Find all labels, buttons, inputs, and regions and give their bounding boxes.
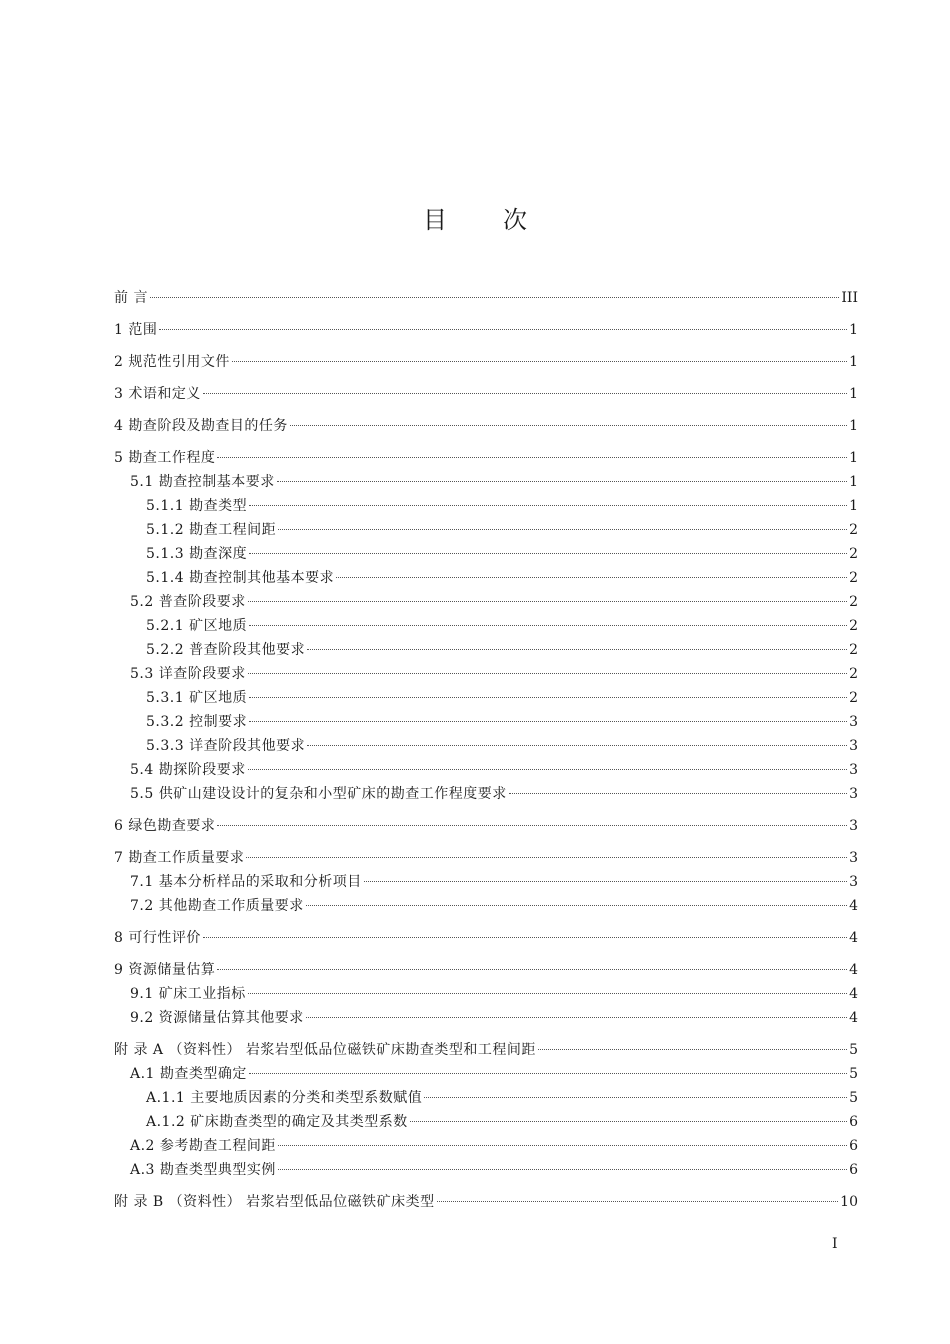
dot-leader [290, 424, 847, 426]
dot-leader [278, 528, 847, 530]
toc-label: A.1.2 矿床勘查类型的确定及其类型系数 [146, 1114, 408, 1130]
toc-entry-5-2-2[interactable] [146, 638, 858, 662]
dot-leader [437, 1200, 839, 1202]
dot-leader [249, 696, 847, 698]
toc-label: 5.2.1 矿区地质 [146, 618, 248, 634]
toc-label: A.1.1 主要地质因素的分类和类型系数赋值 [146, 1090, 423, 1106]
toc-page: 2 [849, 690, 858, 706]
dot-leader [424, 1096, 847, 1098]
toc-page: 2 [849, 642, 858, 658]
toc-entry-7-1[interactable] [130, 870, 858, 894]
dot-leader [410, 1120, 847, 1122]
toc-page: 3 [849, 762, 858, 778]
toc-entry-5-5[interactable] [130, 782, 858, 806]
toc-label: 7 勘查工作质量要求 [114, 850, 245, 866]
toc-entry-8[interactable] [114, 926, 858, 950]
toc-page: III [841, 290, 858, 306]
toc-page: 2 [849, 594, 858, 610]
toc-entry-5-3-2[interactable] [146, 710, 858, 734]
toc-label: 9.2 资源储量估算其他要求 [130, 1010, 304, 1026]
toc-page: 10 [840, 1194, 858, 1210]
dot-leader [150, 296, 839, 298]
toc-entry-appendix-b[interactable] [114, 1190, 858, 1214]
toc-entry-4[interactable] [114, 414, 858, 438]
toc-entry-9[interactable] [114, 958, 858, 982]
toc-label: 5.1.1 勘查类型 [146, 498, 248, 514]
toc-label: 1 范围 [114, 322, 158, 338]
toc-page: 3 [849, 786, 858, 802]
toc-label: 5.4 勘探阶段要求 [130, 762, 246, 778]
toc-entry-foreword[interactable] [114, 286, 858, 310]
toc-label: 5 勘查工作程度 [114, 450, 216, 466]
toc-label: A.1 勘查类型确定 [130, 1066, 247, 1082]
toc-entry-3[interactable] [114, 382, 858, 406]
toc-entry-5-1[interactable] [130, 470, 858, 494]
toc-label: 2 规范性引用文件 [114, 354, 230, 370]
dot-leader [232, 360, 847, 362]
toc-label: 5.1.3 勘查深度 [146, 546, 248, 562]
dot-leader [538, 1048, 847, 1050]
toc-entry-a-1-2[interactable] [146, 1110, 858, 1134]
toc-page: 1 [849, 354, 858, 370]
dot-leader [336, 576, 847, 578]
toc-entry-5-1-1[interactable] [146, 494, 858, 518]
dot-leader [509, 792, 847, 794]
toc-page: 5 [849, 1066, 858, 1082]
dot-leader [248, 992, 847, 994]
dot-leader [278, 1168, 847, 1170]
dot-leader [159, 328, 847, 330]
toc-label: 7.1 基本分析样品的采取和分析项目 [130, 874, 362, 890]
dot-leader [217, 824, 847, 826]
toc-label: 9 资源储量估算 [114, 962, 216, 978]
toc-label: 附 录 B （资料性） 岩浆岩型低品位磁铁矿床类型 [114, 1194, 435, 1210]
toc-page: 2 [849, 618, 858, 634]
dot-leader [248, 600, 847, 602]
toc-page: 1 [849, 498, 858, 514]
dot-leader [307, 744, 847, 746]
toc-entry-5[interactable] [114, 446, 858, 470]
toc-label: 5.1.4 勘查控制其他基本要求 [146, 570, 335, 586]
toc-label: 5.2.2 普查阶段其他要求 [146, 642, 306, 658]
dot-leader [277, 480, 847, 482]
dot-leader [248, 768, 847, 770]
dot-leader [249, 624, 847, 626]
dot-leader [203, 392, 847, 394]
toc-page: 5 [849, 1042, 858, 1058]
toc-label: 8 可行性评价 [114, 930, 201, 946]
toc-entry-5-1-3[interactable] [146, 542, 858, 566]
toc-page: 1 [849, 450, 858, 466]
toc-page: 6 [849, 1114, 858, 1130]
dot-leader [246, 856, 847, 858]
toc-entry-1[interactable] [114, 318, 858, 342]
toc-entry-5-2[interactable] [130, 590, 858, 614]
toc-entry-7[interactable] [114, 846, 858, 870]
dot-leader [217, 456, 847, 458]
toc-page: 4 [849, 930, 858, 946]
toc-label: 前 言 [114, 290, 148, 306]
toc-page: 1 [849, 386, 858, 402]
title-char-1: 目 [423, 206, 447, 234]
toc-label: 3 术语和定义 [114, 386, 201, 402]
toc-page: 6 [849, 1138, 858, 1154]
toc-label: 7.2 其他勘查工作质量要求 [130, 898, 304, 914]
dot-leader [278, 1144, 847, 1146]
dot-leader [203, 936, 847, 938]
title-char-2: 次 [503, 206, 527, 234]
toc-page: 3 [849, 850, 858, 866]
toc-label: 4 勘查阶段及勘查目的任务 [114, 418, 288, 434]
toc-label: 6 绿色勘查要求 [114, 818, 216, 834]
toc-entry-9-1[interactable] [130, 982, 858, 1006]
dot-leader [307, 648, 847, 650]
toc-entry-5-1-2[interactable] [146, 518, 858, 542]
toc-label: 5.5 供矿山建设设计的复杂和小型矿床的勘查工作程度要求 [130, 786, 507, 802]
toc-label: 9.1 矿床工业指标 [130, 986, 246, 1002]
toc-page: 4 [849, 898, 858, 914]
dot-leader [248, 672, 847, 674]
toc-page: 4 [849, 986, 858, 1002]
toc-label: 5.3.1 矿区地质 [146, 690, 248, 706]
dot-leader [306, 904, 847, 906]
toc-page: 2 [849, 546, 858, 562]
toc-entry-5-3-1[interactable] [146, 686, 858, 710]
dot-leader [249, 720, 847, 722]
toc-page: 1 [849, 418, 858, 434]
toc-page: 4 [849, 1010, 858, 1026]
toc-entry-5-3[interactable] [130, 662, 858, 686]
toc-label: A.3 勘查类型典型实例 [130, 1162, 276, 1178]
toc-page: 1 [849, 474, 858, 490]
dot-leader [217, 968, 847, 970]
toc-page: 6 [849, 1162, 858, 1178]
toc-entry-6[interactable] [114, 814, 858, 838]
toc-page: 2 [849, 570, 858, 586]
toc-entry-2[interactable] [114, 350, 858, 374]
toc-page: 1 [849, 322, 858, 338]
toc-entry-5-3-3[interactable] [146, 734, 858, 758]
dot-leader [249, 552, 847, 554]
toc-entry-a-2[interactable] [130, 1134, 858, 1158]
toc-entry-a-1-1[interactable] [146, 1086, 858, 1110]
toc-label: 5.3 详查阶段要求 [130, 666, 246, 682]
dot-leader [249, 504, 847, 506]
toc-page: 4 [849, 962, 858, 978]
toc-entry-9-2[interactable] [130, 1006, 858, 1030]
toc-label: A.2 参考勘查工程间距 [130, 1138, 276, 1154]
toc-entry-5-4[interactable] [130, 758, 858, 782]
toc-page: 2 [849, 666, 858, 682]
table-of-contents [0, 286, 950, 1214]
toc-label: 5.3.2 控制要求 [146, 714, 248, 730]
toc-page: 3 [849, 714, 858, 730]
page-title [0, 200, 950, 235]
toc-label: 附 录 A （资料性） 岩浆岩型低品位磁铁矿床勘查类型和工程间距 [114, 1042, 536, 1058]
toc-page: 2 [849, 522, 858, 538]
toc-entry-a-3[interactable] [130, 1158, 858, 1182]
toc-page: 3 [849, 874, 858, 890]
toc-page: 3 [849, 818, 858, 834]
toc-entry-5-1-4[interactable] [146, 566, 858, 590]
dot-leader [249, 1072, 847, 1074]
page-number: I [832, 1236, 838, 1252]
toc-label: 5.2 普查阶段要求 [130, 594, 246, 610]
toc-label: 5.1.2 勘查工程间距 [146, 522, 277, 538]
toc-label: 5.3.3 详查阶段其他要求 [146, 738, 306, 754]
toc-label: 5.1 勘查控制基本要求 [130, 474, 275, 490]
toc-entry-appendix-a[interactable] [114, 1038, 858, 1062]
toc-entry-5-2-1[interactable] [146, 614, 858, 638]
toc-entry-7-2[interactable] [130, 894, 858, 918]
dot-leader [364, 880, 847, 882]
dot-leader [306, 1016, 847, 1018]
toc-entry-a-1[interactable] [130, 1062, 858, 1086]
toc-page: 3 [849, 738, 858, 754]
toc-page: 5 [849, 1090, 858, 1106]
